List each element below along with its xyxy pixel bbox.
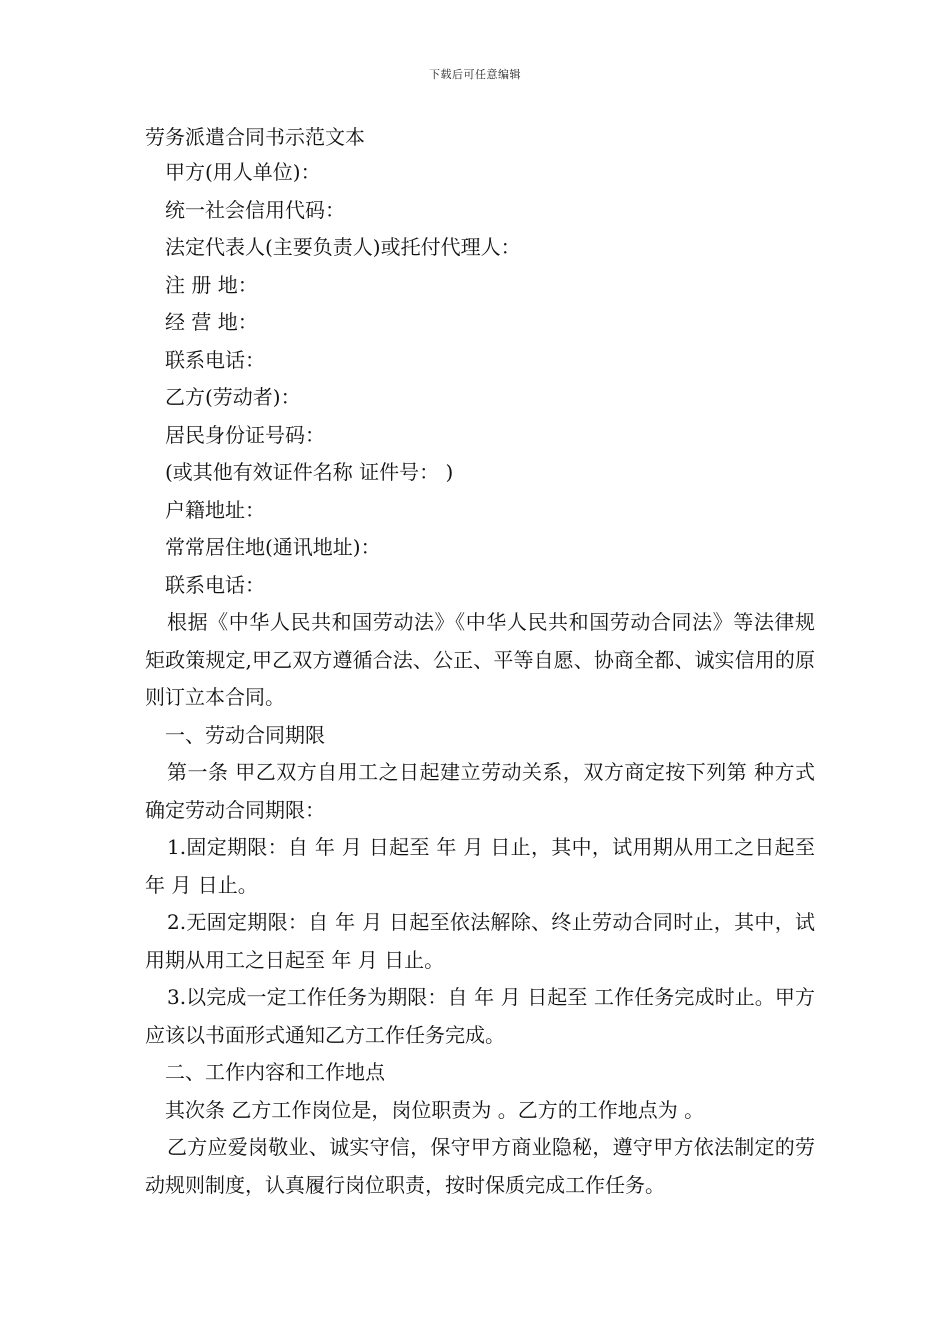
term-option-1: 1.固定期限：自 年 月 日起至 年 月 日止，其中，试用期从用工之日起至 年 月 日止。 (145, 835, 815, 897)
term-option-2: 2.无固定期限：自 年 月 日起至依法解除、终止劳动合同时止，其中，试用期从用工之日起至 年 月 日止。 (145, 910, 815, 972)
article-2-paragraph: 其次条 乙方工作岗位是，岗位职责为 。乙方的工作地点为 。 (165, 1097, 705, 1122)
id-number-field: 居民身份证号码： (165, 422, 325, 447)
party-a-field: 甲方(用人单位)： (165, 160, 321, 184)
business-address-field: 经 营 地： (165, 310, 258, 334)
section-2-heading: 二、工作内容和工作地点 (165, 1060, 385, 1084)
party-a-phone-field: 联系电话： (165, 347, 265, 372)
section-1-heading: 一、劳动合同期限 (165, 722, 325, 747)
article-1-paragraph: 第一条 甲乙双方自用工之日起建立劳动关系，双方商定按下列第 种方式确定劳动合同期限： (145, 760, 815, 822)
intro-paragraph: 根据《中华人民共和国劳动法》《中华人民共和国劳动合同法》等法律规矩政策规定,甲乙双方遵循合法、公正、平等自愿、协商全都、诚实信用的原则订立本合同。 (145, 610, 815, 709)
document-body (145, 120, 815, 1204)
residence-address-field: 常常居住地(通讯地址)： (165, 535, 381, 559)
document-title: 劳务派遣合同书示范文本 (145, 125, 365, 149)
credit-code-field: 统一社会信用代码： (165, 197, 345, 222)
term-option-3: 3.以完成一定工作任务为期限：自 年 月 日起至 工作任务完成时止。甲方应该以书面形式通知乙方工作任务完成。 (145, 985, 815, 1047)
legal-representative-field: 法定代表人(主要负责人)或托付代理人： (165, 235, 521, 259)
duty-paragraph: 乙方应爱岗敬业、诚实守信，保守甲方商业隐秘，遵守甲方依法制定的劳动规则制度，认真履行岗位职责，按时保质完成工作任务。 (145, 1135, 815, 1197)
page-header-note: 下载后可任意编辑 (429, 68, 521, 81)
party-b-phone-field: 联系电话： (165, 572, 265, 597)
other-id-field: (或其他有效证件名称 证件号： ) (165, 460, 454, 484)
party-b-field: 乙方(劳动者)： (165, 385, 301, 409)
household-address-field: 户籍地址： (165, 497, 265, 522)
registered-address-field: 注 册 地： (165, 272, 258, 297)
